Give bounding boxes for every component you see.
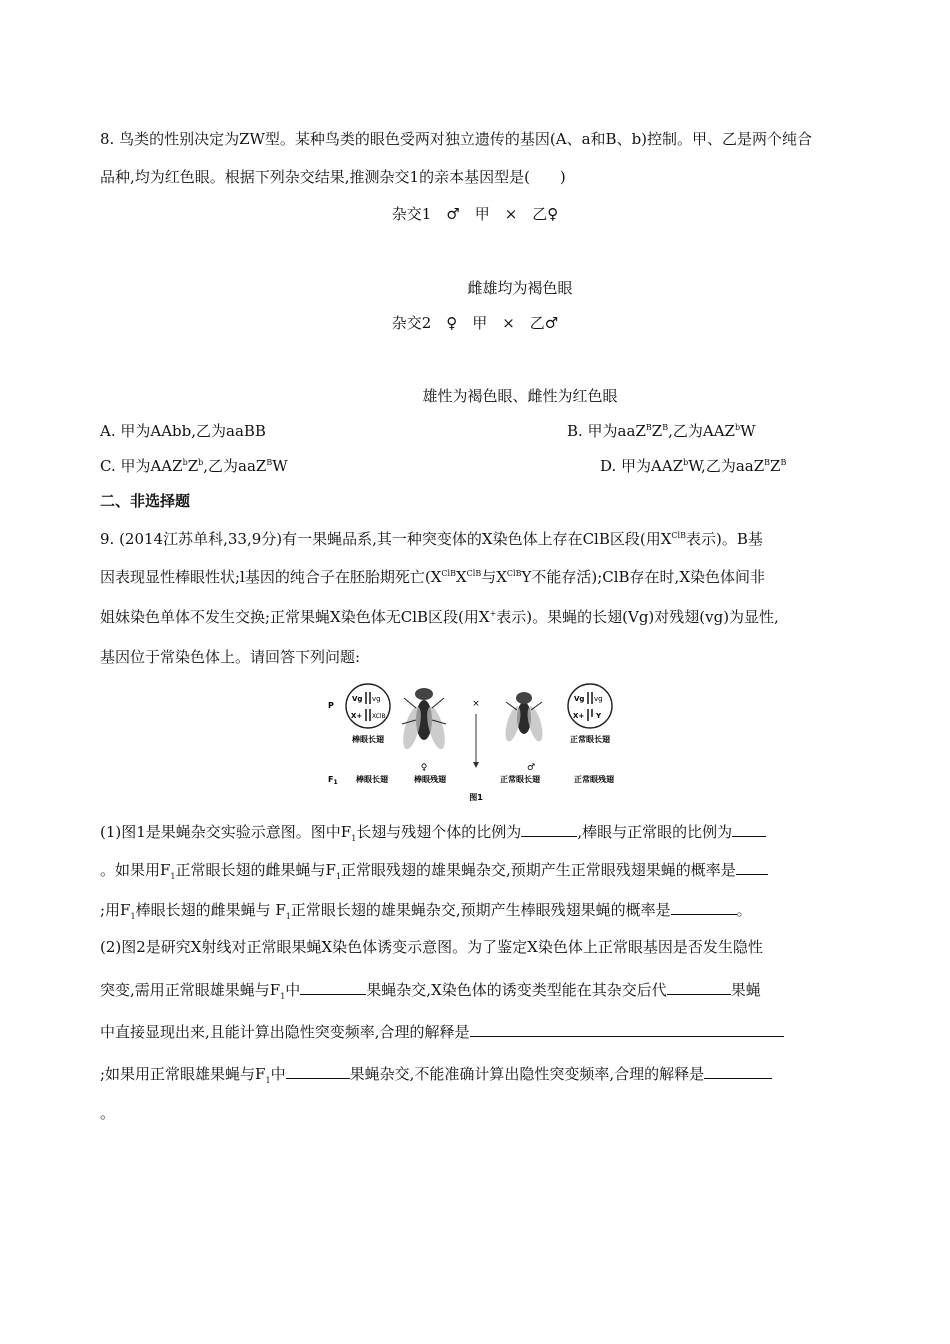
svg-text:Vg: Vg [574,695,585,703]
svg-text:XClB: XClB [372,713,386,720]
q8-option-a: A. 甲为AAbb,乙为aaBB [100,422,266,440]
answer-blank[interactable] [732,820,766,837]
male-symbol: ♂ [526,763,536,773]
answer-blank[interactable] [286,1062,350,1079]
q9-part2-line1: (2)图2是研究X射线对正常眼果蝇X染色体诱变示意图。为了鉴定X染色体上正常眼基因是否发生隐性 [100,938,763,956]
q8-cross2-result: 雄性为褐色眼、雌性为红色眼 [422,387,618,405]
female-parent-label: 棒眼长翅 [352,735,384,744]
p-generation-label: P [328,701,334,710]
male-parent-label: 正常眼长翅 [570,735,610,744]
female-fly-icon [400,688,449,751]
q9-part1-line1: (1)图1是果蝇杂交实验示意图。图中$F_1$长翅与残翅个体的比例为 ,棒眼与正常眼的比例为 [100,820,766,843]
svg-text:vg: vg [594,695,603,703]
male-fly-icon [503,692,546,743]
arrow-head [473,762,479,768]
q9-part2-line2: 突变,需用正常眼雄果蝇与$F_1$中 果蝇杂交,X染色体的诱变类型能在其杂交后代 果蝇 [100,978,761,1001]
q8-stem-line2: 品种,均为红色眼。根据下列杂交结果,推测杂交1的亲本基因型是( ) [100,168,566,186]
answer-blank[interactable] [671,898,737,915]
svg-text:X+: X+ [351,712,363,720]
cross-diagram-figure [326,680,626,806]
q9-part1-line2: 。如果用$F_1$正常眼长翅的雌果蝇与$F_1$正常眼残翅的雄果蝇杂交,预期产生正常眼残翅果蝇的概率是 [100,858,768,881]
q8-cross1: 杂交1 ♂ 甲 × 乙♀ [391,205,559,223]
answer-blank[interactable] [667,978,731,995]
f1-offspring-2: 棒眼残翅 [414,775,446,784]
answer-blank[interactable] [704,1062,772,1079]
section-heading: 二、非选择题 [100,492,191,510]
answer-blank[interactable] [470,1020,784,1037]
q9-intro-line2: 因表现显性棒眼性状;l基因的纯合子在胚胎期死亡($X^{ClB}X^{ClB}$与$X^{ClB}Y$不能存活);ClB存在时,X染色体间非 [100,568,766,586]
svg-text:X+: X+ [573,712,585,720]
answer-blank[interactable] [300,978,366,995]
q9-intro-line4: 基因位于常染色体上。请回答下列问题: [100,648,361,666]
male-genotype-circle [568,684,612,728]
svg-text:Y: Y [596,712,602,720]
female-genotype-circle [346,684,390,728]
q9-part1-line3: ;用$F_1$棒眼长翅的雌果蝇与 $F_1$正常眼长翅的雄果蝇杂交,预期产生棒眼残翅果蝇的概率是 。 [100,898,752,921]
svg-text:Vg: Vg [352,695,363,703]
q9-intro-line1: 9. (2014江苏单科,33,9分)有一果蝇品系,其一种突变体的X染色体上存在ClB区段(用$X^{ClB}$表示)。B基 [100,530,763,548]
figure-caption: 图1 [469,793,483,802]
q8-cross2: 杂交2 ♀ 甲 × 乙♂ [391,314,559,332]
f1-offspring-3: 正常眼长翅 [500,775,540,784]
answer-blank[interactable] [736,858,768,875]
f1-generation-label: $F_1$ [328,775,338,786]
q9-part2-end: 。 [100,1104,116,1122]
q8-cross1-result: 雌雄均为褐色眼 [467,279,573,297]
q8-option-d: D. 甲为AAZ$^b$W,乙为$aaZ^BZ^B$ [600,457,787,475]
q9-part2-line4: ;如果用正常眼雄果蝇与$F_1$中 果蝇杂交,不能准确计算出隐性突变频率,合理的解释是 [100,1062,772,1085]
q8-option-b: B. 甲为$aaZ^BZ^B$,乙为AAZ$^b$W [567,422,756,440]
q9-part2-line3: 中直接显现出来,且能计算出隐性突变频率,合理的解释是 [100,1020,784,1043]
q9-intro-line3: 姐妹染色单体不发生交换;正常果蝇X染色体无ClB区段(用X+表示)。果蝇的长翅(Vg)对残翅(vg)为显性, [100,608,779,626]
q8-option-c: C. 甲为$AAZ^bZ^b$,乙为aaZ$^B$W [100,457,288,475]
female-symbol: ♀ [420,763,428,773]
answer-blank[interactable] [521,820,577,837]
f1-offspring-1: 棒眼长翅 [356,775,388,784]
f1-offspring-4: 正常眼残翅 [574,775,614,784]
svg-text:vg: vg [372,695,381,703]
q8-stem-line1: 8. 鸟类的性别决定为ZW型。某种鸟类的眼色受两对独立遗传的基因(A、a和B、b)控制。甲、乙是两个纯合 [100,130,813,148]
cross-symbol: × [472,699,480,709]
